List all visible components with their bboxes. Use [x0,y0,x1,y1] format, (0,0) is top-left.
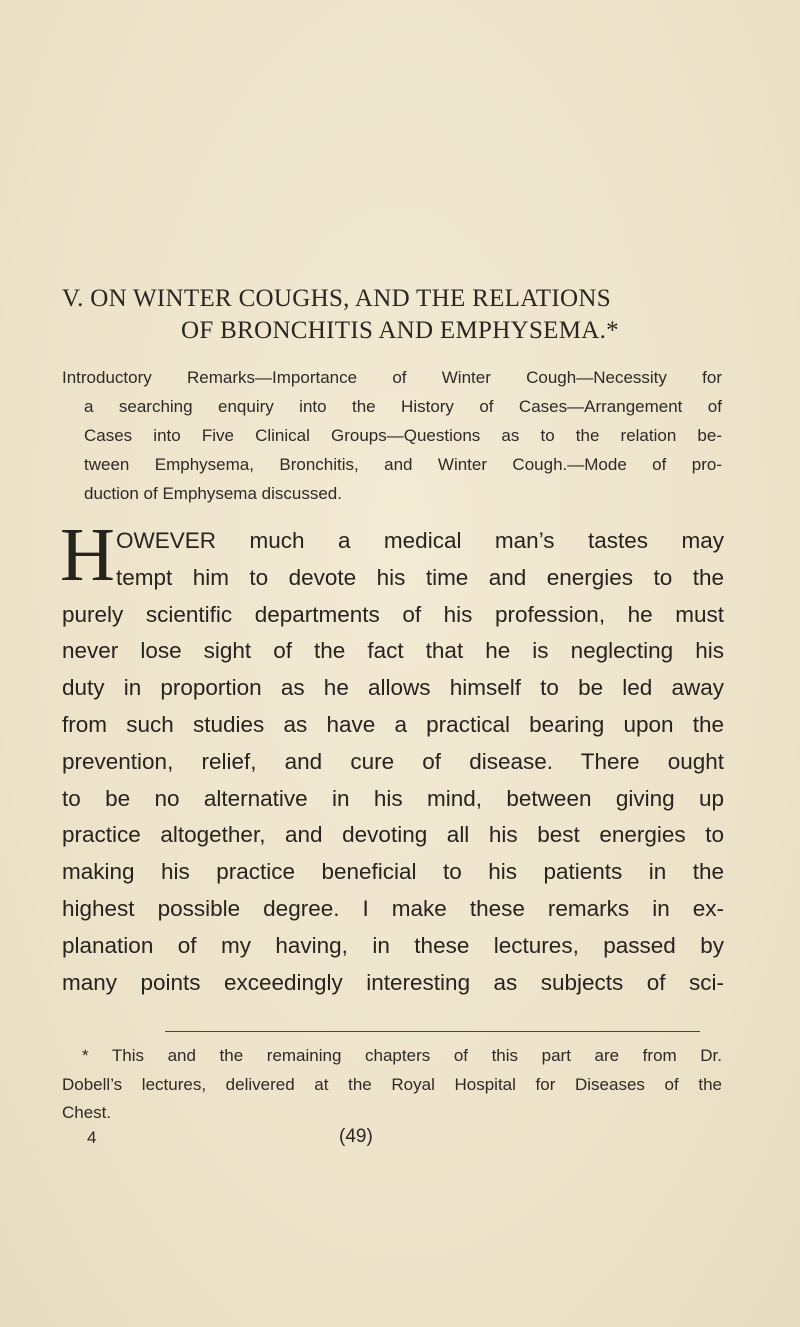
body-line: tempt him to devote his time and energies to the [116,564,724,590]
synopsis-line: a searching enquiry into the History of Cases—Arrangement of [84,397,722,416]
footnote-divider [165,1031,700,1032]
chapter-title [62,283,738,347]
synopsis-line: tween Emphysema, Bronchitis, and Winter Cough.—Mode of pro- [84,455,722,474]
footnote [62,1042,722,1128]
footnote-line: * This and the remaining chapters of this part are from Dr. [82,1046,722,1065]
footnote-line: Dobell’s lectures, delivered at the Royal Hospital for Diseases of the [62,1074,722,1094]
body-line: practice altogether, and devoting all his best energies to [62,822,724,848]
page-number: (49) [339,1126,373,1147]
body-line: OWEVER much a medical man’s tastes may [116,528,724,553]
chapter-title-line-1: V. ON WINTER COUGHS, AND THE RELATIONS [62,285,611,312]
chapter-synopsis [62,363,722,508]
synopsis-line: Introductory Remarks—Importance of Winter Cough—Necessity for [62,368,722,387]
body-line: never lose sight of the fact that he is neglecting his [62,638,724,664]
drop-cap: H [60,513,115,597]
chapter-title-line-2: OF BRONCHITIS AND EMPHYSEMA.* [181,317,619,344]
body-line: prevention, relief, and cure of disease. There ought [62,748,724,774]
body-line: purely scientific departments of his profession, he must [62,601,724,627]
body-line: planation of my having, in these lectures, passed by [62,932,724,958]
body-line: from such studies as have a practical bearing upon the [62,711,724,737]
body-line: highest possible degree. I make these remarks in ex- [62,895,724,921]
body-paragraph [60,513,724,1001]
synopsis-line: duction of Emphysema discussed. [84,484,342,503]
body-line: making his practice beneficial to his patients in the [62,859,724,885]
body-line: duty in proportion as he allows himself to be led away [62,675,724,701]
footnote-line: Chest. [62,1103,112,1122]
body-line: many points exceedingly interesting as subjects of sci- [62,969,724,995]
body-line: to be no alternative in his mind, between giving up [62,785,724,811]
synopsis-line: Cases into Five Clinical Groups—Questions as to the relation be- [84,426,722,445]
signature-mark: 4 [87,1128,97,1147]
